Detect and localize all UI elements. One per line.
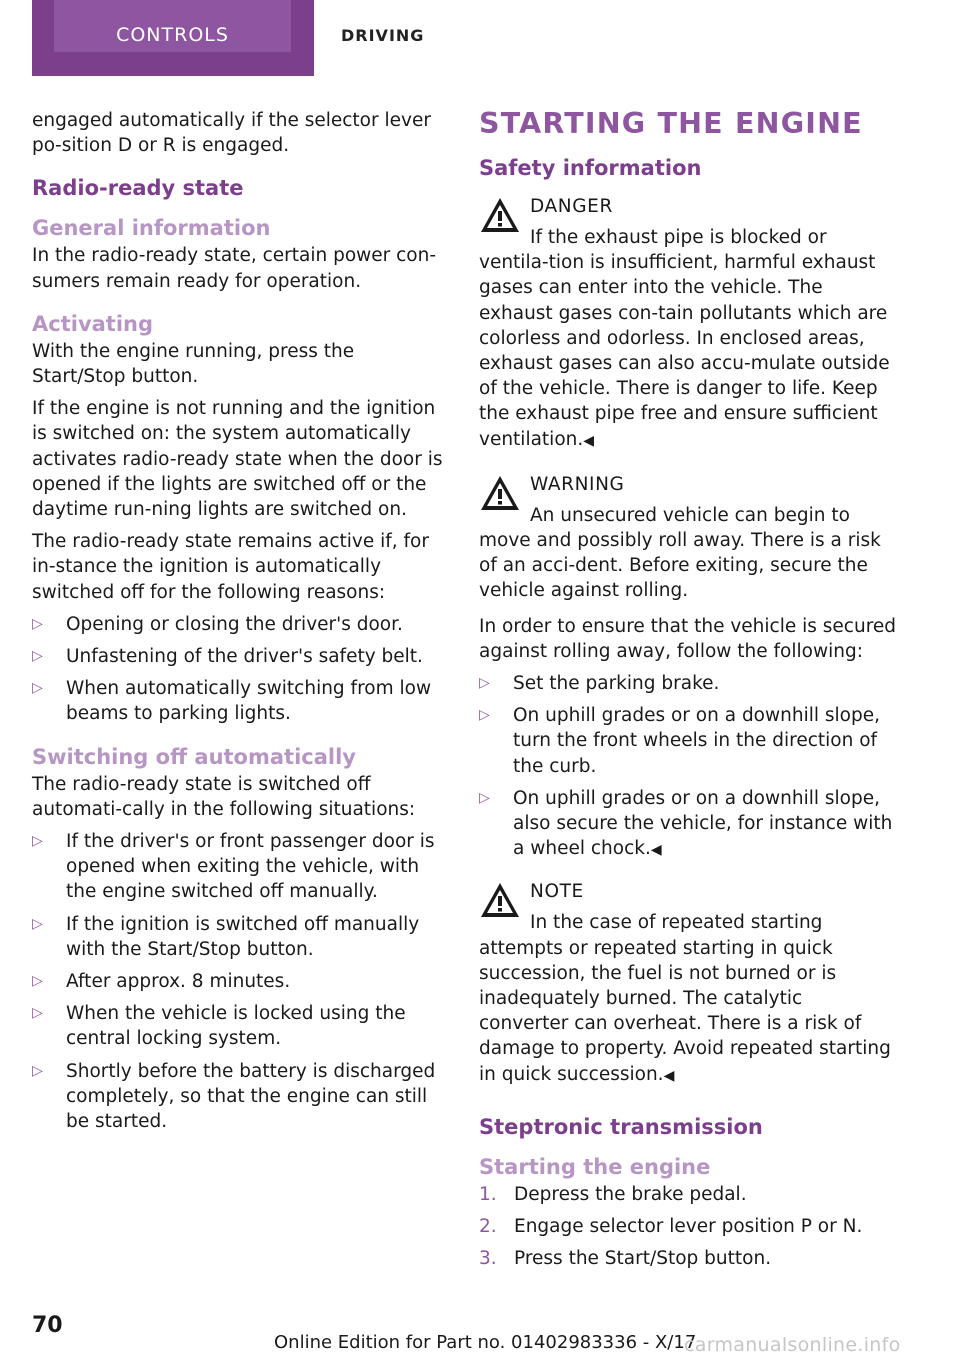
note-text: In the case of repeated starting attempts or repeated starting in quick succession, the fuel is not burned or is inadequately burned. The catalytic converter can overheat. There is a risk of damage to property. Avoid repeated starting in quick succession.◀ <box>479 912 891 1085</box>
step-number: 3. <box>479 1248 497 1270</box>
list-item: ▷ On uphill grades or on a downhill slope, also secure the vehicle, for instance with a wheel chock.◀ <box>479 787 893 860</box>
warning-triangle-icon <box>479 196 521 234</box>
intro-paragraph: engaged automatically if the selector lever po‐sition D or R is engaged. <box>32 110 431 157</box>
switching-off-list <box>32 829 448 1134</box>
warning-triangle-icon <box>479 881 521 919</box>
tab-controls-label: CONTROLS <box>54 0 291 52</box>
triangle-bullet-icon: ▷ <box>32 915 43 932</box>
section-title: STARTING THE ENGINE <box>479 107 863 140</box>
triangle-bullet-icon: ▷ <box>32 1062 43 1079</box>
warning-text: An unsecured vehicle can begin to move and possibly roll away. There is a risk of an acci‐dent. Before exiting, secure the vehicle against rolling. <box>479 504 881 602</box>
triangle-bullet-icon: ▷ <box>32 973 43 990</box>
list-item: 1. Depress the brake pedal. <box>479 1182 897 1207</box>
triangle-bullet-icon: ▷ <box>479 789 490 806</box>
end-mark-icon: ◀ <box>583 432 595 449</box>
watermark: carmanualsonline.info <box>684 1334 901 1356</box>
safety-info-heading: Safety information <box>479 156 702 180</box>
radio-ready-heading: Radio-ready state <box>32 176 244 201</box>
end-mark-icon: ◀ <box>663 1067 675 1084</box>
warning-box <box>479 472 897 604</box>
list-item: ▷ Shortly before the battery is discharged completely, so that the engine can still be started. <box>32 1060 436 1133</box>
list-item: ▷ When the vehicle is locked using the central locking system. <box>32 1003 406 1050</box>
triangle-bullet-icon: ▷ <box>32 680 43 697</box>
note-label: NOTE <box>530 881 584 903</box>
danger-label: DANGER <box>530 196 613 217</box>
general-info-paragraph: In the radio-ready state, certain power con‐sumers remain ready for operation. <box>32 245 437 292</box>
activating-paragraph-2: If the engine is not running and the ignition is switched on: the system automatically activates radio-ready state when the door is opened if the lights are switched off or the daytime run‐ning lights are switched on. <box>32 398 443 521</box>
triangle-bullet-icon: ▷ <box>32 648 43 665</box>
activating-list <box>32 612 448 727</box>
list-item: ▷ If the driver's or front passenger door is opened when exiting the vehicle, with the engine switched off manually. <box>32 831 435 903</box>
list-item: ▷ Opening or closing the driver's door. <box>32 612 448 637</box>
edition-footer: Online Edition for Part no. 01402983336 - X/17 <box>274 1332 697 1353</box>
steptronic-heading: Steptronic transmission <box>479 1114 763 1139</box>
note-box <box>479 879 897 1088</box>
list-item: ▷ When automatically switching from low beams to parking lights. <box>32 678 432 725</box>
starting-steps-list <box>479 1182 897 1272</box>
switching-off-heading: Switching off automatically <box>32 744 356 769</box>
list-item: 3. Press the Start/Stop button. <box>479 1246 897 1271</box>
step-number: 1. <box>479 1183 497 1205</box>
secure-paragraph: In order to ensure that the vehicle is secured against rolling away, follow the following: <box>479 615 897 662</box>
general-info-heading: General information <box>32 216 271 241</box>
left-column <box>32 108 448 1141</box>
list-item: ▷ On uphill grades or on a downhill slope, turn the front wheels in the direction of the curb. <box>479 705 880 777</box>
activating-heading: Activating <box>32 311 154 336</box>
header-tabs <box>0 0 960 78</box>
end-mark-icon: ◀ <box>650 842 662 859</box>
activating-paragraph-3: The radio-ready state remains active if, for in‐stance the ignition is automatically switched off for the following reasons: <box>32 531 429 603</box>
tab-driving-label: DRIVING <box>341 26 425 45</box>
secure-list <box>479 671 897 863</box>
list-item: ▷ Set the parking brake. <box>479 671 897 696</box>
danger-box <box>479 194 897 454</box>
starting-engine-heading: Starting the engine <box>479 1154 711 1179</box>
activating-paragraph-1: With the engine running, press the Start/Stop button. <box>32 340 355 388</box>
triangle-bullet-icon: ▷ <box>479 707 490 724</box>
triangle-bullet-icon: ▷ <box>32 615 43 632</box>
list-item: ▷ Unfastening of the driver's safety belt. <box>32 644 448 669</box>
warning-triangle-icon <box>479 474 521 512</box>
step-number: 2. <box>479 1216 497 1238</box>
tab-controls <box>32 0 314 76</box>
page-number: 70 <box>32 1313 63 1338</box>
triangle-bullet-icon: ▷ <box>479 675 490 692</box>
triangle-bullet-icon: ▷ <box>32 833 43 850</box>
switching-off-paragraph: The radio-ready state is switched off automati‐cally in the following situations: <box>32 773 416 820</box>
list-item: ▷ If the ignition is switched off manually with the Start/Stop button. <box>32 913 420 960</box>
list-item: ▷ After approx. 8 minutes. <box>32 969 448 994</box>
right-column <box>479 104 897 1279</box>
danger-text: If the exhaust pipe is blocked or ventila‐tion is insufficient, harmful exhaust gases can enter into the vehicle. The exhaust gases con‐tain pollutants which are colorless and odorless. In enclosed areas, exhaust gases can also accu‐mulate outside of the vehicle. There is danger to life. Keep the exhaust pipe free and ensure sufficient ventilation.◀ <box>479 227 890 450</box>
warning-label: WARNING <box>530 473 625 495</box>
triangle-bullet-icon: ▷ <box>32 1005 43 1022</box>
list-item: 2. Engage selector lever position P or N. <box>479 1214 897 1239</box>
